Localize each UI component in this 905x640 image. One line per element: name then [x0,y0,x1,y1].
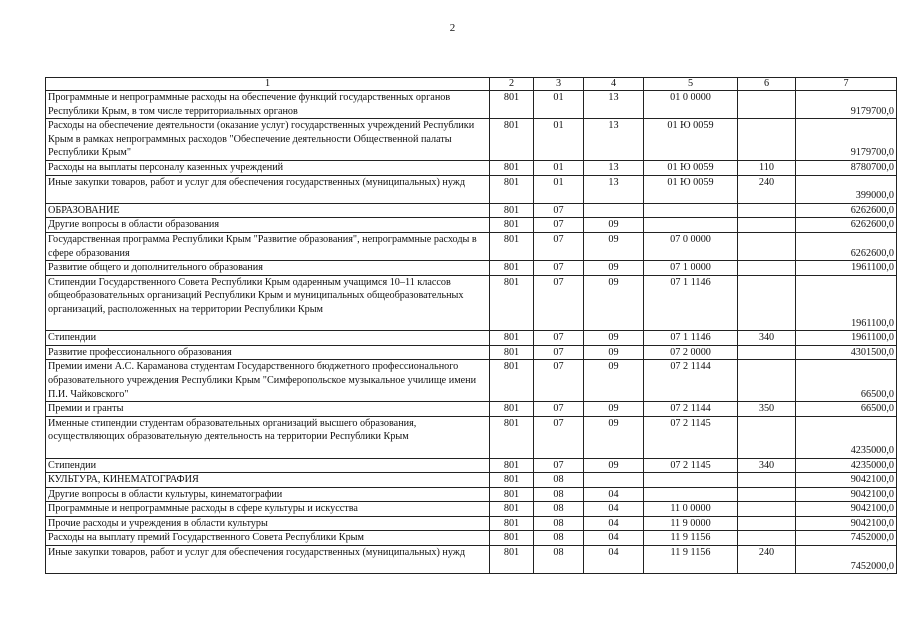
row-code-cell: 08 [534,531,584,546]
row-amount-cell: 9042100,0 [796,473,897,488]
row-code-cell [644,473,738,488]
page-number: 2 [449,22,456,34]
row-code-cell: 09 [584,345,644,360]
row-code-cell [738,119,796,161]
row-name-cell: КУЛЬТУРА, КИНЕМАТОГРАФИЯ [46,473,490,488]
row-name-cell: Другие вопросы в области культуры, кинематографии [46,487,490,502]
row-amount-cell: 7452000,0 [796,531,897,546]
row-code-cell: 07 0 0000 [644,232,738,260]
row-code-cell: 04 [584,487,644,502]
row-code-cell [738,360,796,402]
row-code-cell: 07 2 1144 [644,360,738,402]
row-code-cell: 07 2 0000 [644,345,738,360]
header-cell: 7 [796,78,897,91]
budget-table [45,77,897,574]
row-code-cell: 07 [534,261,584,276]
row-code-cell: 09 [584,218,644,233]
row-code-cell: 11 0 0000 [644,502,738,517]
row-code-cell: 01 [534,160,584,175]
row-amount-cell: 4301500,0 [796,345,897,360]
row-code-cell: 240 [738,175,796,203]
row-amount-cell: 1961100,0 [796,261,897,276]
row-code-cell: 801 [490,160,534,175]
row-code-cell: 09 [584,331,644,346]
row-amount-cell: 7452000,0 [796,546,897,574]
row-code-cell: 09 [584,402,644,417]
row-code-cell [738,91,796,119]
row-name-cell: Расходы на обеспечение деятельности (оказание услуг) государственных учреждений Республики Крым в рамках непрограммных расходов "Обеспечение деятельности Общественной палаты Республики Крым" [46,119,490,161]
row-code-cell [644,487,738,502]
row-code-cell: 09 [584,360,644,402]
row-code-cell [738,516,796,531]
row-name-cell: Расходы на выплату премий Государственного Совета Республики Крым [46,531,490,546]
row-amount-cell: 6262600,0 [796,232,897,260]
row-amount-cell: 9042100,0 [796,487,897,502]
row-code-cell: 09 [584,261,644,276]
header-cell: 1 [46,78,490,91]
row-amount-cell: 4235000,0 [796,416,897,458]
row-amount-cell: 9179700,0 [796,91,897,119]
row-code-cell: 240 [738,546,796,574]
row-code-cell: 07 [534,360,584,402]
row-name-cell: Именные стипендии студентам образовательных организаций высшего образования, осуществляющих образовательную деятельность на территории Республики Крым [46,416,490,458]
row-code-cell: 801 [490,546,534,574]
row-code-cell: 01 [534,119,584,161]
row-amount-cell: 1961100,0 [796,331,897,346]
row-code-cell [584,203,644,218]
row-code-cell [644,203,738,218]
table-row [46,531,897,546]
table-row [46,345,897,360]
row-name-cell: ОБРАЗОВАНИЕ [46,203,490,218]
row-code-cell: 13 [584,119,644,161]
row-code-cell: 07 [534,218,584,233]
row-code-cell: 08 [534,502,584,517]
row-code-cell: 801 [490,345,534,360]
table-row [46,402,897,417]
row-code-cell: 01 [534,91,584,119]
row-code-cell: 04 [584,516,644,531]
table-header-row [46,78,897,91]
row-code-cell: 07 [534,416,584,458]
row-code-cell: 801 [490,416,534,458]
row-code-cell: 08 [534,473,584,488]
row-code-cell: 09 [584,458,644,473]
row-code-cell: 801 [490,531,534,546]
row-code-cell: 13 [584,160,644,175]
row-code-cell: 07 2 1144 [644,402,738,417]
row-code-cell: 09 [584,275,644,330]
table-row [46,473,897,488]
row-name-cell: Иные закупки товаров, работ и услуг для обеспечения государственных (муниципальных) нужд [46,546,490,574]
row-code-cell: 801 [490,331,534,346]
row-code-cell: 340 [738,458,796,473]
row-code-cell [738,502,796,517]
row-code-cell [584,473,644,488]
row-code-cell: 04 [584,502,644,517]
table-row [46,502,897,517]
row-code-cell [738,203,796,218]
header-cell: 2 [490,78,534,91]
row-code-cell: 07 [534,458,584,473]
row-name-cell: Иные закупки товаров, работ и услуг для обеспечения государственных (муниципальных) нужд [46,175,490,203]
row-code-cell: 801 [490,502,534,517]
row-code-cell: 08 [534,487,584,502]
row-amount-cell: 6262600,0 [796,203,897,218]
row-code-cell: 801 [490,275,534,330]
row-code-cell: 07 [534,275,584,330]
row-code-cell: 801 [490,360,534,402]
row-name-cell: Программные и непрограммные расходы на обеспечение функций государственных органов Республики Крым, в том числе территориальных органов [46,91,490,119]
row-code-cell: 801 [490,487,534,502]
row-name-cell: Стипендии [46,458,490,473]
table-row [46,416,897,458]
row-code-cell: 801 [490,516,534,531]
table-row [46,360,897,402]
row-code-cell: 07 1 1146 [644,275,738,330]
row-code-cell: 01 Ю 0059 [644,175,738,203]
row-code-cell: 801 [490,203,534,218]
row-amount-cell: 4235000,0 [796,458,897,473]
row-code-cell: 07 1 0000 [644,261,738,276]
table-row [46,331,897,346]
row-amount-cell: 9042100,0 [796,502,897,517]
row-code-cell [738,345,796,360]
row-name-cell: Программные и непрограммные расходы в сфере культуры и искусства [46,502,490,517]
row-code-cell: 801 [490,458,534,473]
row-code-cell: 09 [584,232,644,260]
row-code-cell [738,218,796,233]
row-code-cell: 04 [584,531,644,546]
row-code-cell: 110 [738,160,796,175]
row-code-cell [738,531,796,546]
row-code-cell: 08 [534,516,584,531]
row-code-cell: 07 [534,331,584,346]
row-code-cell [644,218,738,233]
header-cell: 4 [584,78,644,91]
table-row [46,261,897,276]
table-row [46,546,897,574]
row-code-cell: 801 [490,473,534,488]
table-row [46,119,897,161]
row-amount-cell: 66500,0 [796,360,897,402]
row-code-cell: 801 [490,218,534,233]
row-amount-cell: 9042100,0 [796,516,897,531]
table-row [46,516,897,531]
row-code-cell [738,261,796,276]
row-amount-cell: 6262600,0 [796,218,897,233]
row-code-cell: 13 [584,175,644,203]
table-row [46,232,897,260]
row-code-cell: 801 [490,232,534,260]
table-row [46,218,897,233]
table-row [46,91,897,119]
row-code-cell: 340 [738,331,796,346]
row-code-cell: 801 [490,261,534,276]
row-code-cell [738,487,796,502]
row-name-cell: Стипендии [46,331,490,346]
row-code-cell: 07 2 1145 [644,458,738,473]
row-amount-cell: 1961100,0 [796,275,897,330]
row-name-cell: Другие вопросы в области образования [46,218,490,233]
table-row [46,275,897,330]
row-code-cell: 801 [490,91,534,119]
row-code-cell [738,232,796,260]
row-code-cell: 07 [534,345,584,360]
row-amount-cell: 9179700,0 [796,119,897,161]
row-code-cell: 09 [584,416,644,458]
row-code-cell [738,416,796,458]
row-code-cell: 801 [490,175,534,203]
table-row [46,160,897,175]
row-code-cell [738,473,796,488]
row-name-cell: Развитие общего и дополнительного образования [46,261,490,276]
row-code-cell: 801 [490,119,534,161]
table-row [46,458,897,473]
row-code-cell: 01 Ю 0059 [644,119,738,161]
row-code-cell: 11 9 1156 [644,531,738,546]
row-code-cell: 01 Ю 0059 [644,160,738,175]
row-code-cell: 11 9 1156 [644,546,738,574]
row-code-cell: 01 [534,175,584,203]
row-amount-cell: 399000,0 [796,175,897,203]
row-code-cell: 07 [534,402,584,417]
header-cell: 3 [534,78,584,91]
row-amount-cell: 66500,0 [796,402,897,417]
row-code-cell: 801 [490,402,534,417]
row-code-cell: 08 [534,546,584,574]
row-name-cell: Государственная программа Республики Крым "Развитие образования", непрограммные расходы в сфере образования [46,232,490,260]
row-code-cell: 01 0 0000 [644,91,738,119]
row-name-cell: Расходы на выплаты персоналу казенных учреждений [46,160,490,175]
row-name-cell: Прочие расходы и учреждения в области культуры [46,516,490,531]
row-name-cell: Развитие профессионального образования [46,345,490,360]
row-code-cell: 04 [584,546,644,574]
row-code-cell [738,275,796,330]
row-name-cell: Премии имени А.С. Караманова студентам Государственного бюджетного профессионального образовательного учреждения Республики Крым "Симферопольское музыкальное училище имени П.И. Чайковского" [46,360,490,402]
row-code-cell: 07 2 1145 [644,416,738,458]
table-row [46,175,897,203]
row-name-cell: Стипендии Государственного Совета Республики Крым одаренным учащимся 10–11 классов общеобразовательных организаций Республики Крым и муниципальных общеобразовательных организаций, расположенных на территории Республики Крым [46,275,490,330]
table-row [46,487,897,502]
row-code-cell: 11 9 0000 [644,516,738,531]
row-code-cell: 13 [584,91,644,119]
row-amount-cell: 8780700,0 [796,160,897,175]
header-cell: 6 [738,78,796,91]
header-cell: 5 [644,78,738,91]
row-name-cell: Премии и гранты [46,402,490,417]
row-code-cell: 350 [738,402,796,417]
row-code-cell: 07 [534,232,584,260]
row-code-cell: 07 [534,203,584,218]
row-code-cell: 07 1 1146 [644,331,738,346]
table-row [46,203,897,218]
